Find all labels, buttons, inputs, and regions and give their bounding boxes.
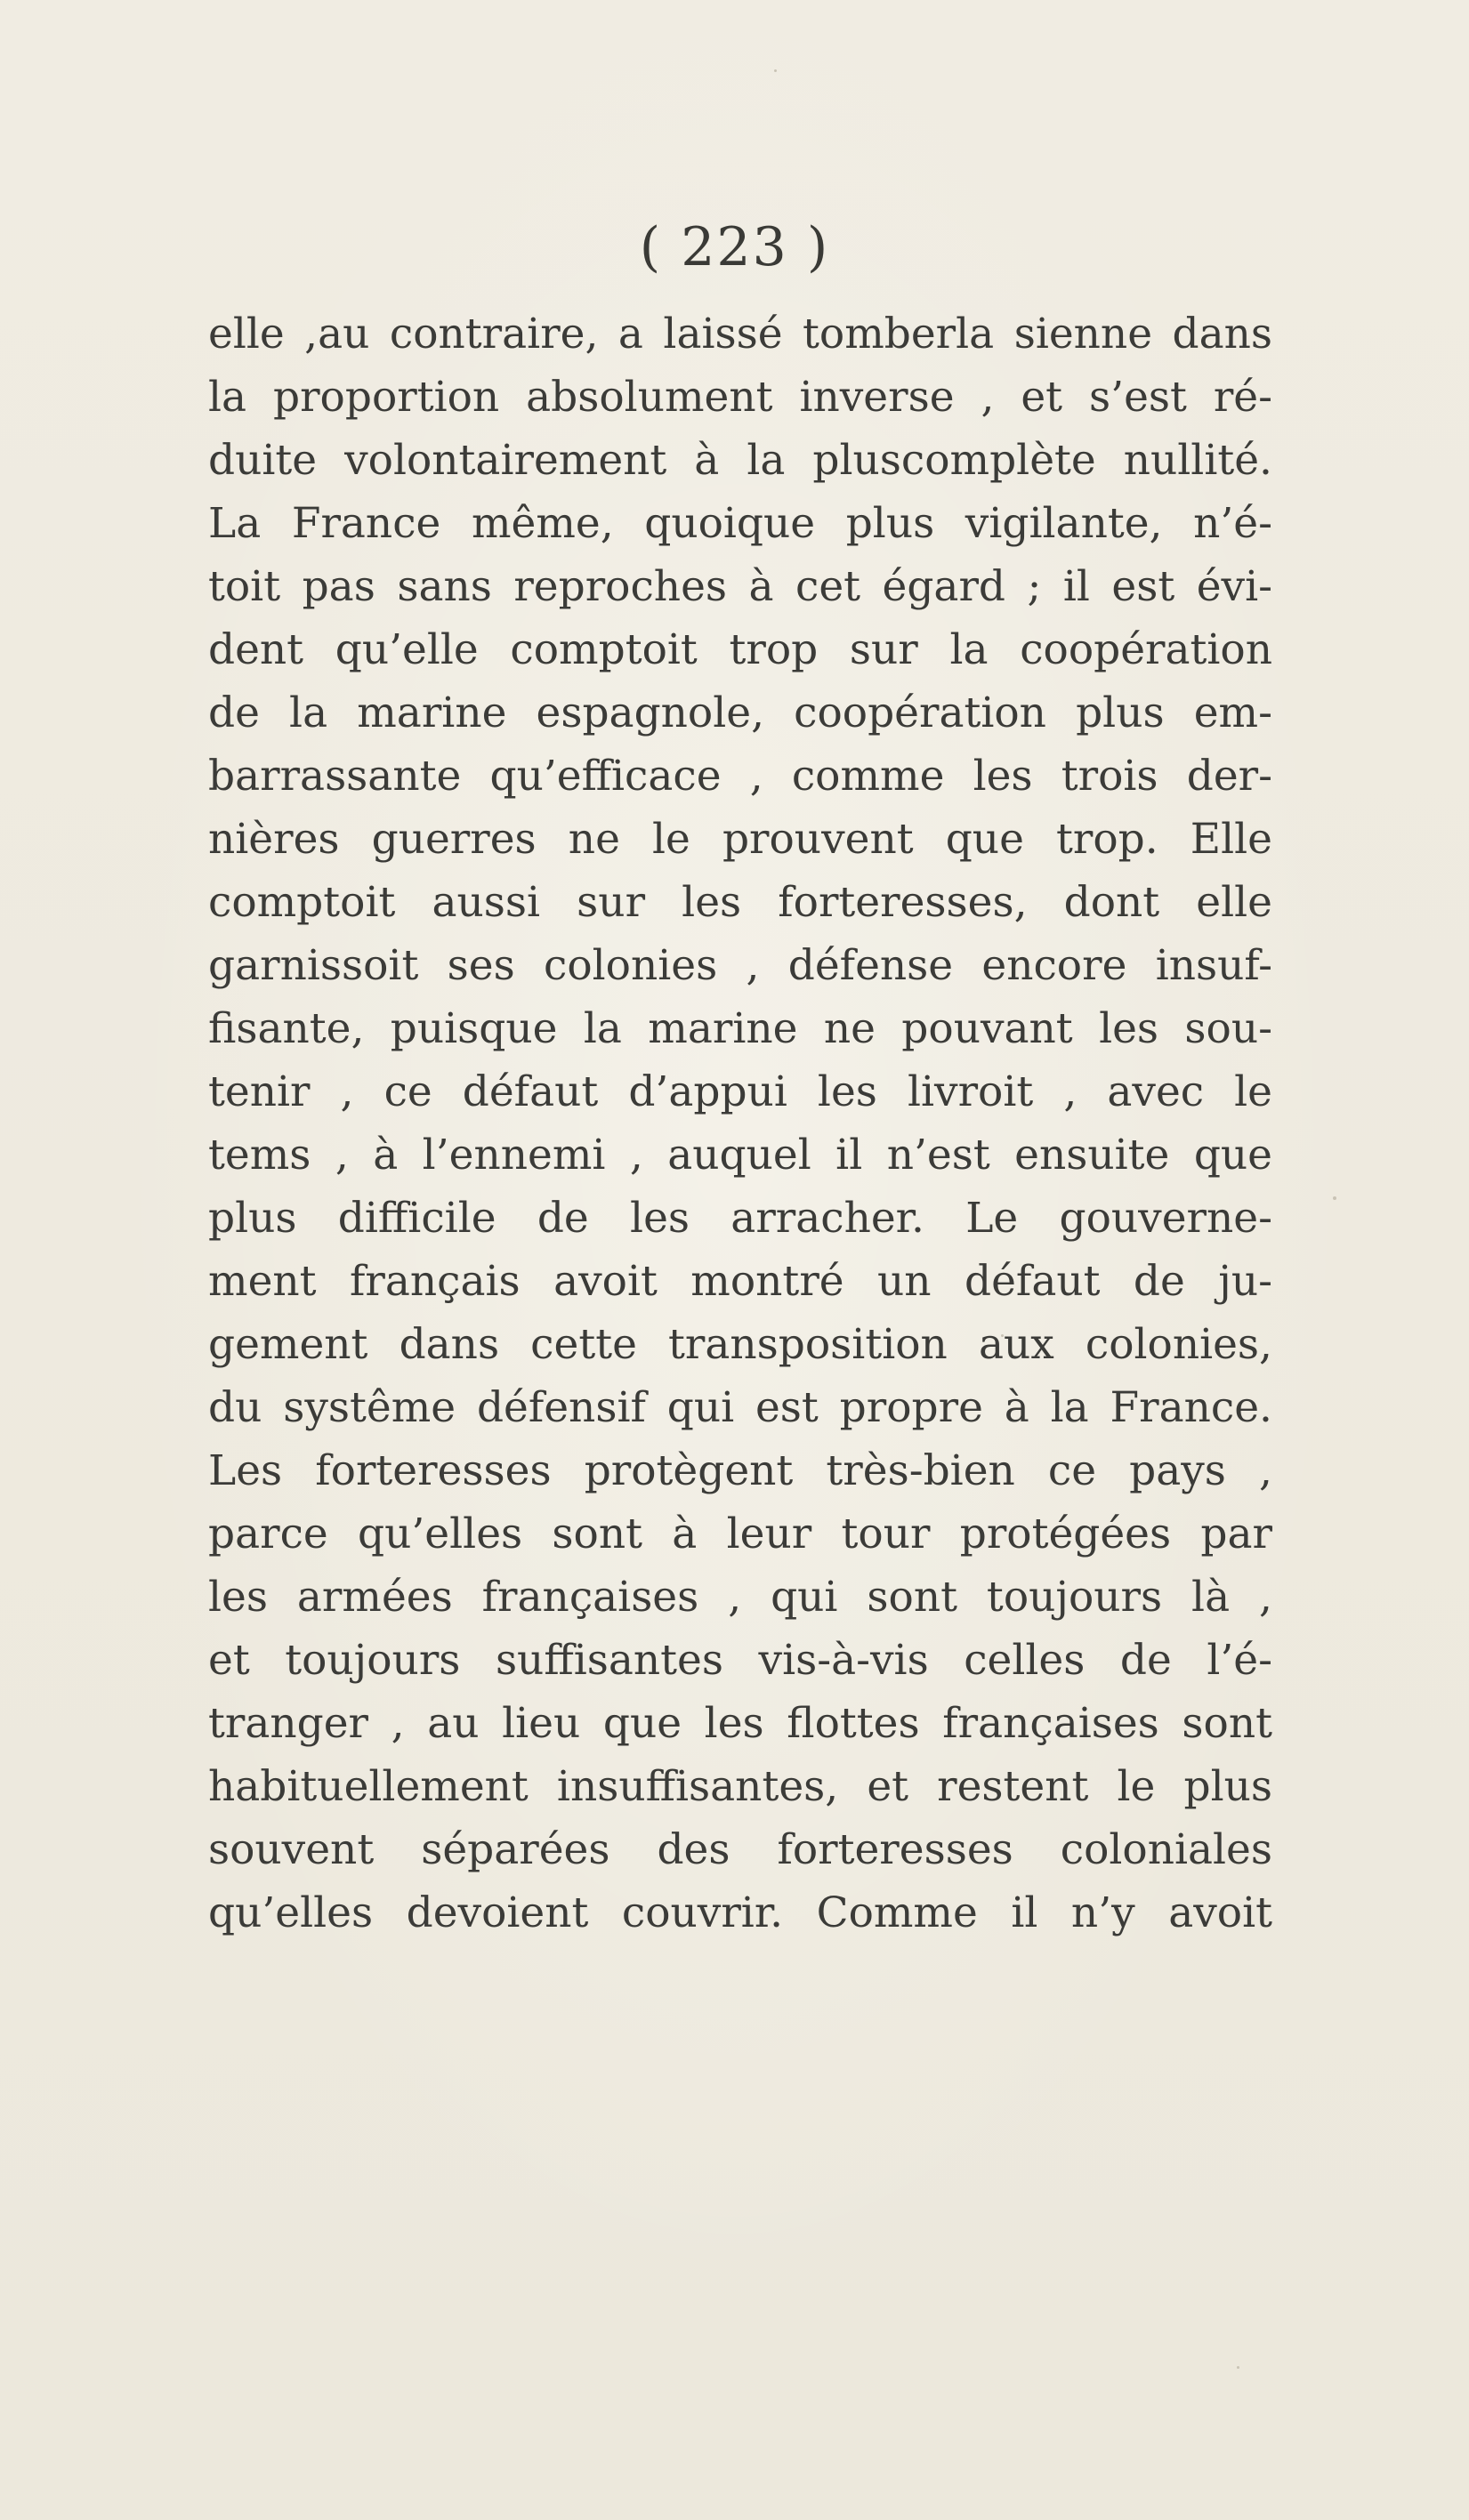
text-line: souvent séparées des forteresses coloniales bbox=[208, 1825, 1272, 1874]
text-line: parce qu’elles sont à leur tour protégées par bbox=[208, 1510, 1272, 1558]
text-line: les armées françaises , qui sont toujours là , bbox=[208, 1573, 1272, 1622]
text-line: elle ,au contraire, a laissé tomberla sienne dans bbox=[208, 310, 1272, 358]
text-line: comptoit aussi sur les forteresses, dont elle bbox=[208, 878, 1272, 927]
text-line: qu’elles devoient couvrir. Comme il n’y avoit bbox=[208, 1888, 1272, 1937]
text-line: dent qu’elle comptoit trop sur la coopération bbox=[208, 625, 1272, 674]
text-line: et toujours suffisantes vis-à-vis celles de l’é- bbox=[208, 1636, 1272, 1685]
text-line: barrassante qu’efficace , comme les trois der- bbox=[208, 752, 1272, 801]
text-line: tenir , ce défaut d’appui les livroit , avec le bbox=[208, 1067, 1272, 1116]
text-line: garnissoit ses colonies , défense encore insuf- bbox=[208, 941, 1272, 990]
text-line: nières guerres ne le prouvent que trop. Elle bbox=[208, 815, 1272, 864]
text-line: plus difficile de les arracher. Le gouverne- bbox=[208, 1194, 1272, 1243]
text-line: Les forteresses protègent très-bien ce pays , bbox=[208, 1446, 1272, 1495]
text-line: La France même, quoique plus vigilante, n’é- bbox=[208, 499, 1272, 548]
text-line: duite volontairement à la pluscomplète nullité. bbox=[208, 436, 1272, 485]
text-line: du systême défensif qui est propre à la France. bbox=[208, 1383, 1272, 1432]
text-line: fisante, puisque la marine ne pouvant les sou- bbox=[208, 1004, 1272, 1053]
body-text bbox=[208, 302, 1272, 1944]
page-number: ( 223 ) bbox=[639, 216, 830, 278]
text-line: tranger , au lieu que les flottes françaises sont bbox=[208, 1699, 1272, 1748]
text-line: ment français avoit montré un défaut de ju- bbox=[208, 1257, 1272, 1306]
text-line: gement dans cette transposition aux colonies, bbox=[208, 1320, 1272, 1369]
text-line: la proportion absolument inverse , et s’est ré- bbox=[208, 373, 1272, 422]
text-line: habituellement insuffisantes, et restent le plus bbox=[208, 1762, 1272, 1811]
text-line: de la marine espagnole, coopération plus em- bbox=[208, 688, 1272, 737]
text-line: tems , à l’ennemi , auquel il n’est ensuite que bbox=[208, 1131, 1272, 1179]
text-line: toit pas sans reproches à cet égard ; il est évi- bbox=[208, 562, 1272, 611]
